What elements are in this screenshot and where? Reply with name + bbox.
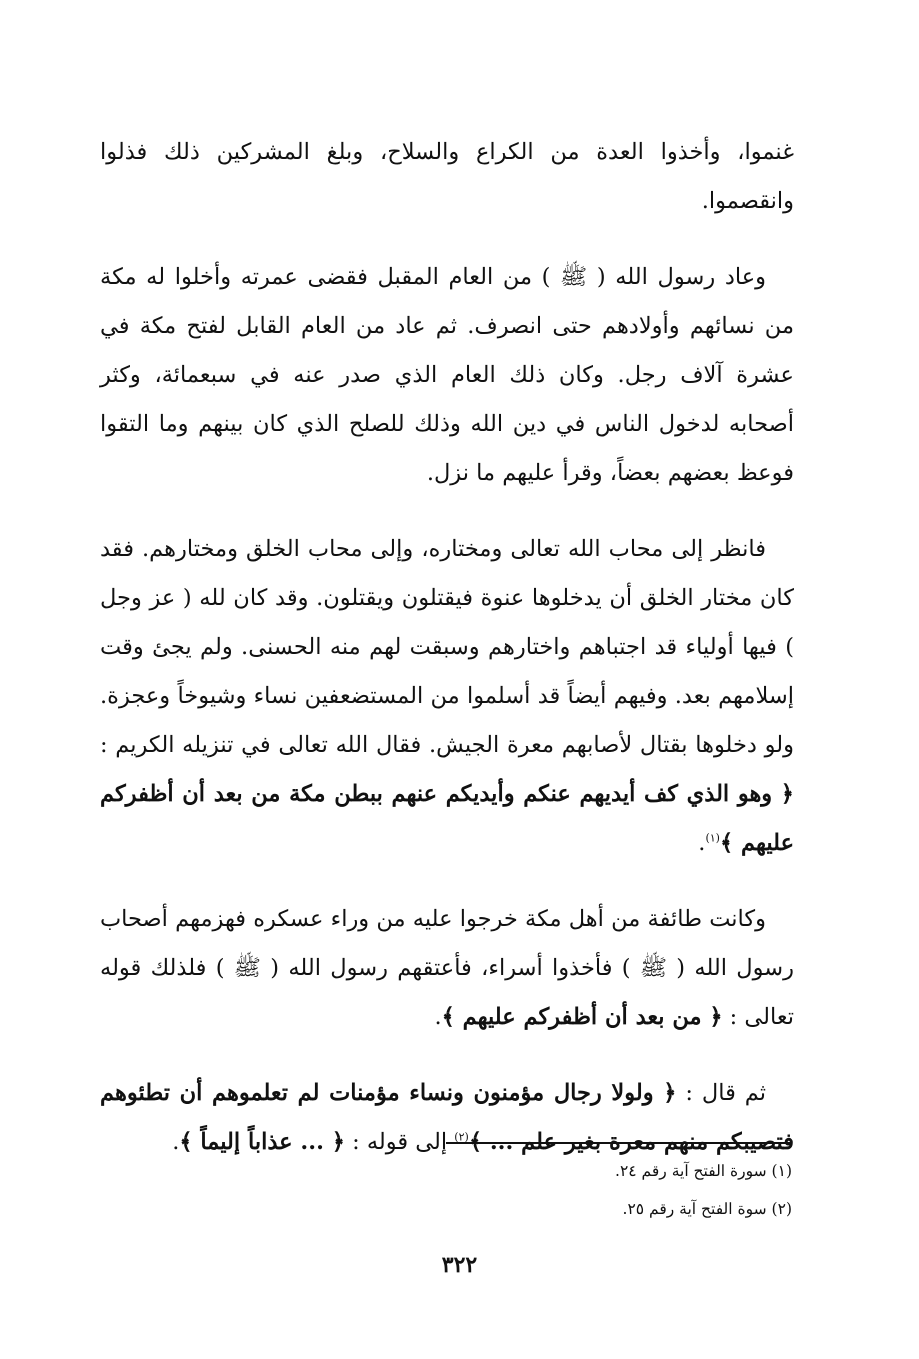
paragraph-4 [100,895,794,1042]
footnote-2: (٢) سوة الفتح آية رقم ٢٥. [622,1200,792,1218]
paragraph-text: وكانت طائفة من أهل مكة خرجوا عليه من وراء عسكره فهزمهم أصحاب رسول الله ( ﷺ ) فأخذوا أسراء، فأعتقهم رسول الله ( ﷺ ) فلذلك قوله تعالى : [100,906,794,1030]
quran-verse: ﴿ ... عذاباً إليماً ﴾ [179,1129,345,1155]
paragraph-text: غنموا، وأخذوا العدة من الكراع والسلاح، وبلغ المشركين ذلك فذلوا وانقصموا. [100,139,794,214]
paragraph-3 [100,525,794,868]
paragraph-text: ثم قال : [676,1080,767,1106]
footnote-1: (١) سورة الفتح آية رقم ٢٤. [615,1162,792,1180]
paragraph-text: إلى قوله : [344,1129,455,1155]
footnotes [446,1152,792,1228]
footnote-separator [446,1142,792,1144]
quran-verse: ﴿ وهو الذي كف أيديهم عنكم وأيديكم عنهم ببطن مكة من بعد أن أظفركم عليهم ﴾ [100,781,794,856]
paragraph-text: فانظر إلى محاب الله تعالى ومختاره، وإلى محاب الخلق ومختارهم. فقد كان مختار الخلق أن يدخلوها عنوة فيقتلون ويقتلون. وقد كان لله ( عز وجل ) فيها أولياء قد اجتباهم واختارهم وسبقت لهم منه الحسنى. ولم يجئ وقت إسلامهم بعد. وفيهم أيضاً قد أسلموا من المستضعفين نساء وشيوخاً وعجزة. ولو دخلوها بقتال لأصابهم معرة الجيش. فقال الله تعالى في تنزيله الكريم : [100,536,794,758]
paragraph-text: وعاد رسول الله ( ﷺ ) من العام المقبل فقضى عمرته وأخلوا له مكة من نسائهم وأولادهم حتى انصرف. ثم عاد من العام القابل لفتح مكة في عشرة آلاف رجل. وكان ذلك العام الذي صدر عنه في سبعمائة، وكثر أصحابه لدخول الناس في دين الله وذلك للصلح الذي كان بينهم وما التقوا فوعظ بعضهم بعضاً، وقرأ عليهم ما نزل. [100,264,794,486]
punctuation: . [698,830,706,856]
page-number: ٣٢٢ [441,1252,478,1278]
footnote-ref-1[interactable]: (١) [705,831,720,845]
page-body [100,128,794,1194]
quran-verse: ﴿ من بعد أن أظفركم عليهم ﴾ [441,1004,723,1030]
paragraph-2 [100,253,794,498]
footnote-ref-2[interactable]: (٢) [454,1130,469,1144]
punctuation: . [172,1129,180,1155]
punctuation: . [434,1004,442,1030]
paragraph-1 [100,128,794,226]
quran-verse: ﴿ ولولا رجال مؤمنون ونساء مؤمنات لم تعلموهم أن تطئوهم فتصيبكم منهم معرة بغير علم ... ﴾ [100,1080,794,1155]
